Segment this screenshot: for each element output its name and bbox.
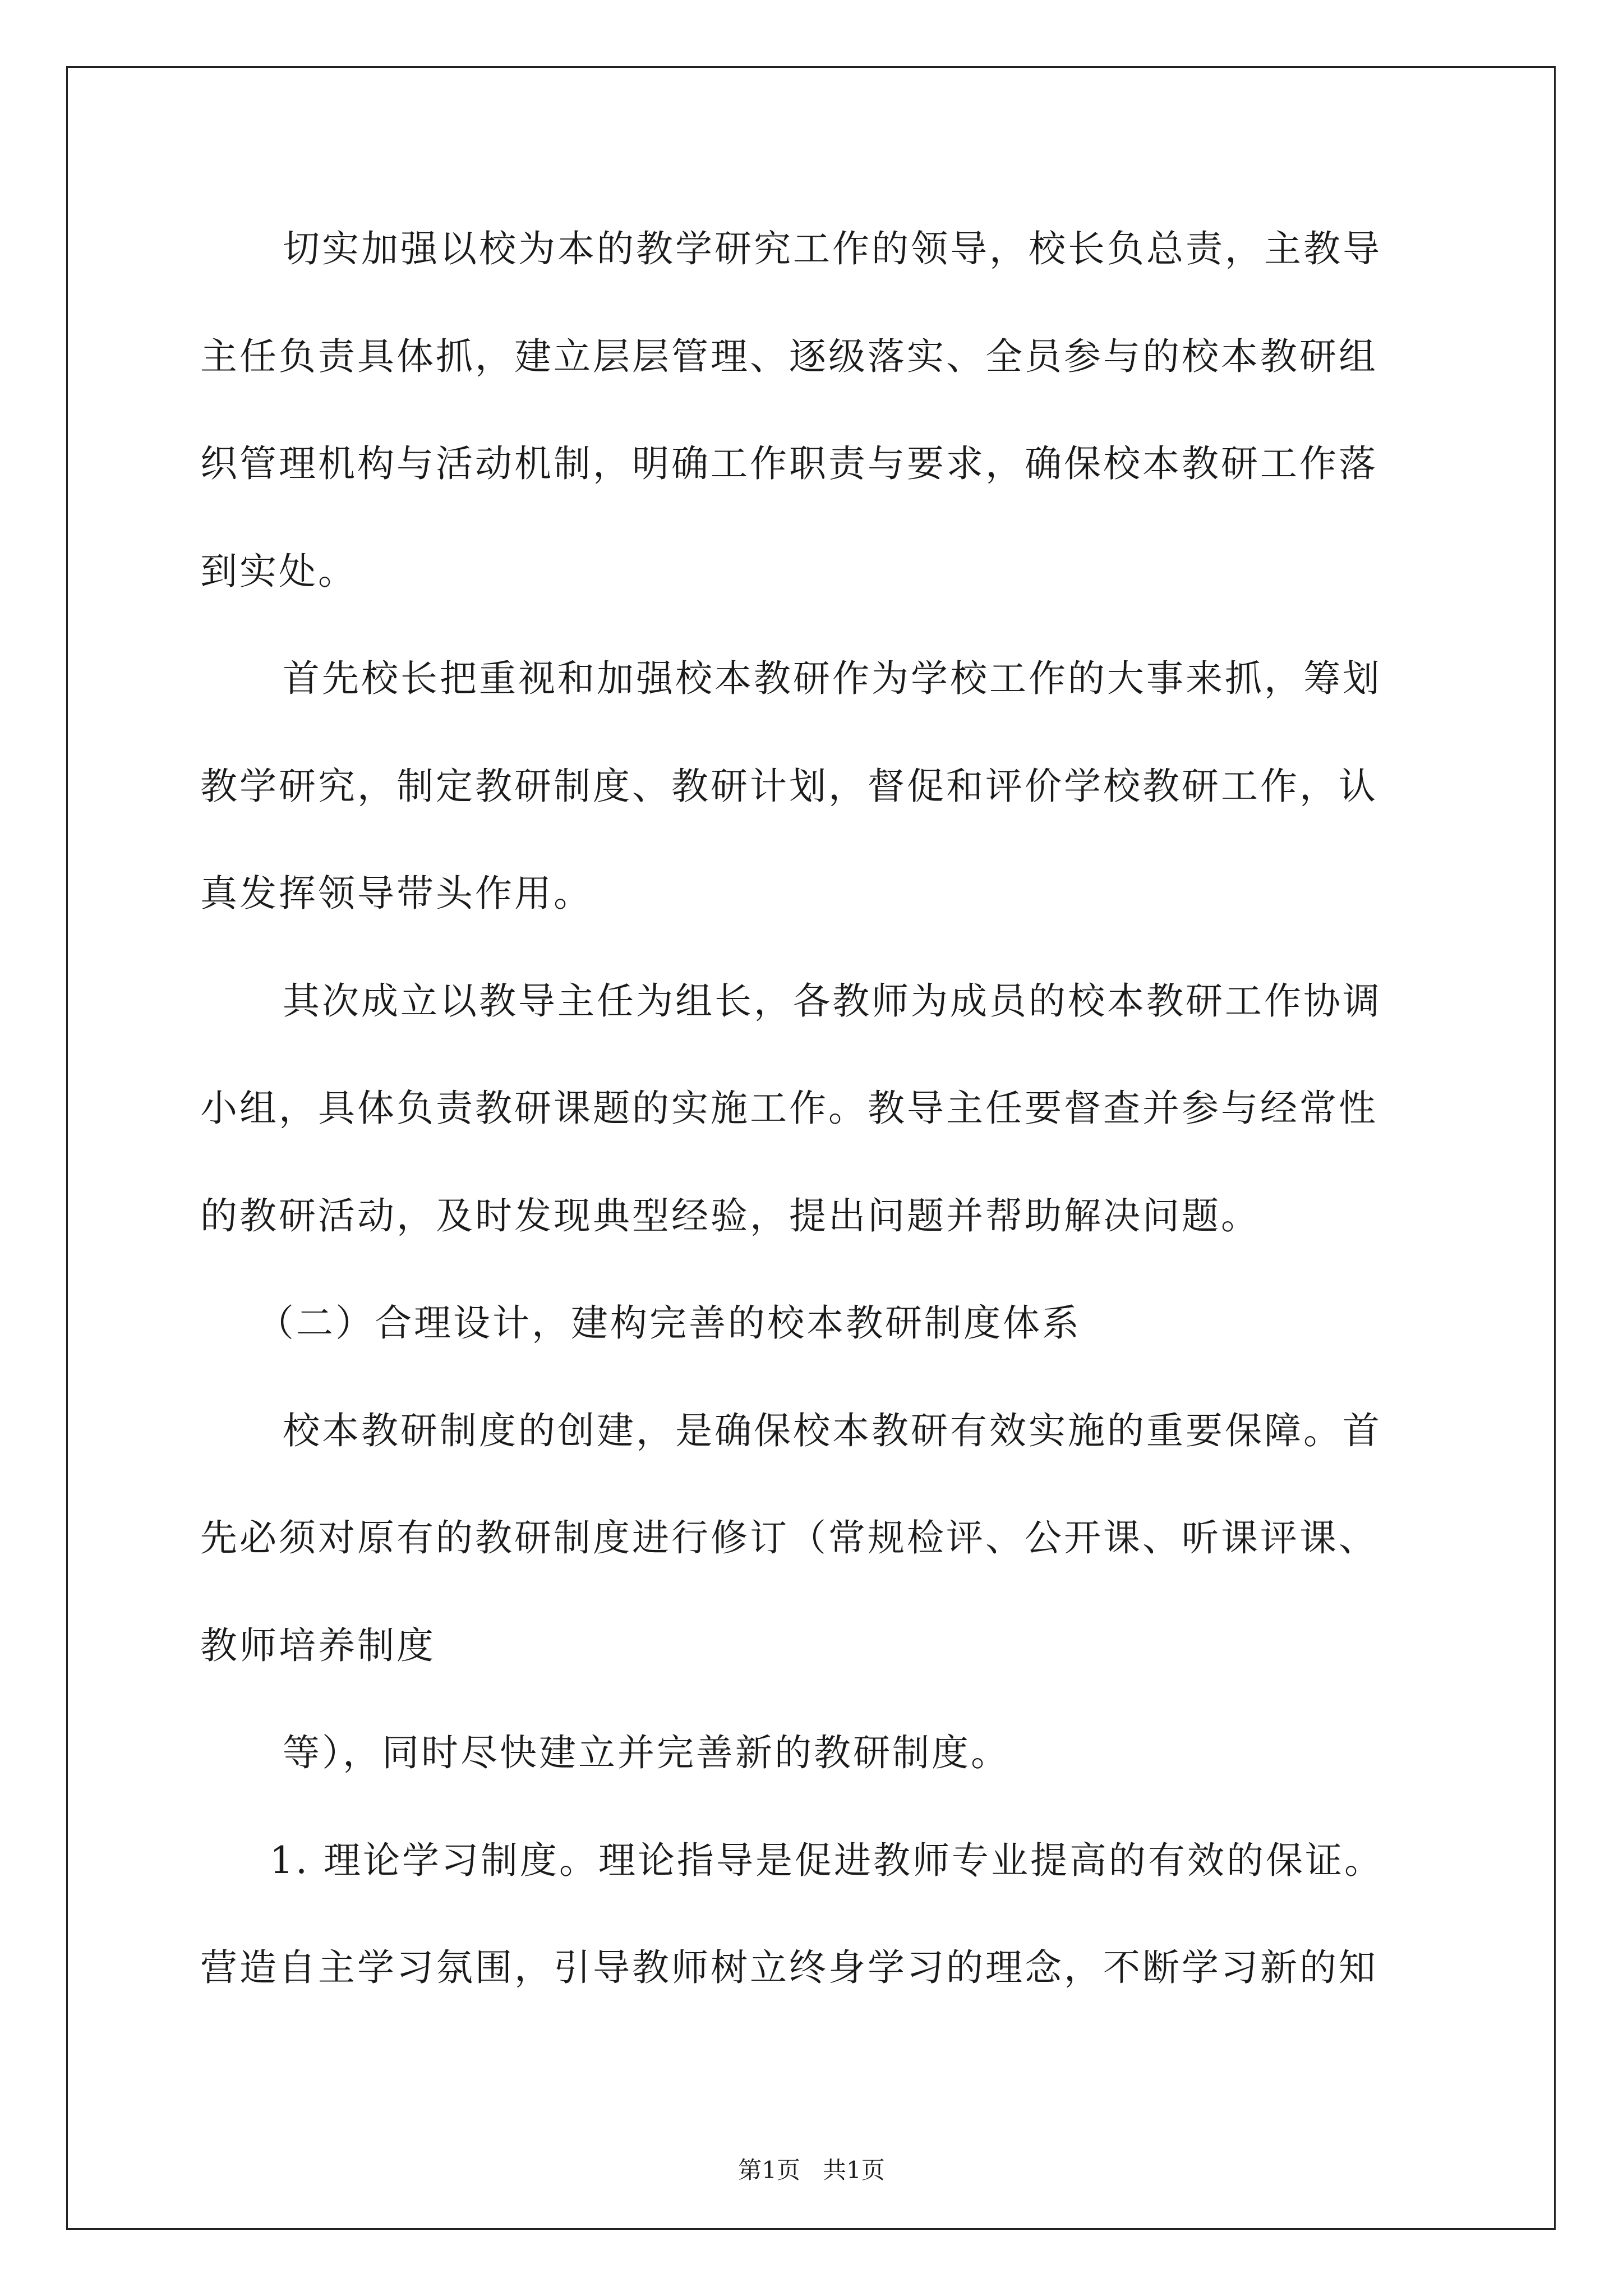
paragraph-line: 教师培养制度 — [200, 1624, 436, 1667]
page-border — [66, 66, 1556, 2230]
paragraph-line: 校本教研制度的创建，是确保校本教研有效实施的重要保障。首 — [283, 1409, 1382, 1452]
paragraph-line: 切实加强以校为本的教学研究工作的领导，校长负总责，主教导 — [283, 227, 1382, 270]
section-heading: （二）合理设计，建构完善的校本教研制度体系 — [257, 1301, 1081, 1345]
paragraph-line: 到实处。 — [200, 550, 357, 593]
list-item-line: 1. 理论学习制度。理论指导是促进教师专业提高的有效的保证。 — [270, 1839, 1384, 1882]
paragraph-line: 主任负责具体抓，建立层层管理、逐级落实、全员参与的校本教研组 — [200, 335, 1378, 378]
paragraph-line: 的教研活动，及时发现典型经验，提出问题并帮助解决问题。 — [200, 1194, 1260, 1237]
paragraph-line: 等），同时尽快建立并完善新的教研制度。 — [283, 1731, 1010, 1774]
page-footer: 第1页 共1页 — [738, 2156, 885, 2184]
paragraph-line: 教学研究，制定教研制度、教研计划，督促和评价学校教研工作，认 — [200, 765, 1378, 808]
paragraph-line: 真发挥领导带头作用。 — [200, 872, 593, 915]
paragraph-line: 营造自主学习氛围，引导教师树立终身学习的理念，不断学习新的知 — [200, 1946, 1378, 1989]
paragraph-line: 织管理机构与活动机制，明确工作职责与要求，确保校本教研工作落 — [200, 442, 1378, 485]
paragraph-line: 其次成立以教导主任为组长，各教师为成员的校本教研工作协调 — [283, 979, 1382, 1023]
paragraph-line: 先必须对原有的教研制度进行修订（常规检评、公开课、听课评课、 — [200, 1516, 1378, 1559]
paragraph-line: 首先校长把重视和加强校本教研作为学校工作的大事来抓，筹划 — [283, 657, 1382, 700]
paragraph-line: 小组，具体负责教研课题的实施工作。教导主任要督查并参与经常性 — [200, 1087, 1378, 1130]
